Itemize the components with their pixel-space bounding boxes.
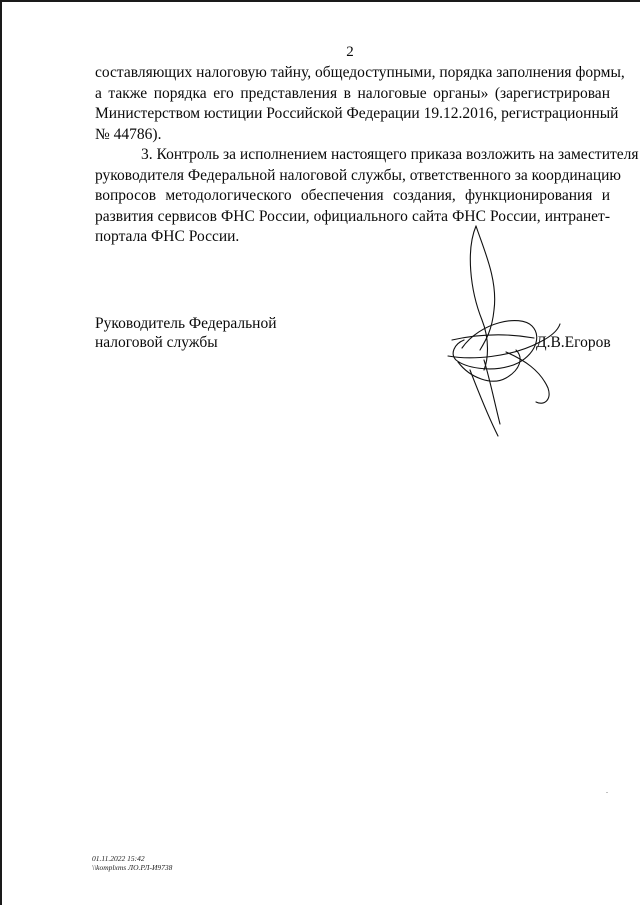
paragraph-1-line: № 44786).: [95, 125, 162, 143]
paragraph-2-line: портала ФНС России.: [95, 228, 240, 245]
signer-title: [95, 314, 277, 352]
footer-metadata: [92, 854, 172, 872]
page-top-edge: [0, 0, 640, 2]
paragraph-1: [95, 63, 625, 145]
page-number: 2: [346, 44, 354, 60]
paragraph-1-line: составляющих налоговую тайну, общедоступными, порядка заполнения формы,: [95, 64, 625, 81]
paragraph-2-line: развития сервисов ФНС России, официального сайта ФНС России, интранет-: [95, 207, 610, 225]
paragraph-1-line: Министерством юстиции Российской Федерации 19.12.2016, регистрационный: [95, 105, 619, 122]
signer-title-line: Руководитель Федеральной: [95, 315, 277, 332]
footer-document-path: \\komplxms ЛО.РЛ-И9738: [92, 863, 173, 872]
paragraph-1-line: а также порядка его представления в налоговые органы» (зарегистрирован: [95, 84, 610, 102]
corner-mark: -: [606, 790, 608, 796]
paragraph-2-line: руководителя Федеральной налоговой службы, ответственного за координацию: [95, 166, 621, 184]
handwritten-signature: [440, 210, 580, 450]
paragraph-2-line: 3. Контроль за исполнением настоящего приказа возложить на заместителя: [141, 146, 639, 163]
signer-name: Д.В.Егоров: [536, 334, 611, 351]
paragraph-2-line: вопросов методологического обеспечения создания, функционирования и: [95, 187, 610, 204]
page-left-edge: [0, 0, 2, 905]
footer-timestamp: 01.11.2022 15:42: [92, 854, 145, 863]
signer-title-line: налоговой службы: [95, 334, 218, 351]
